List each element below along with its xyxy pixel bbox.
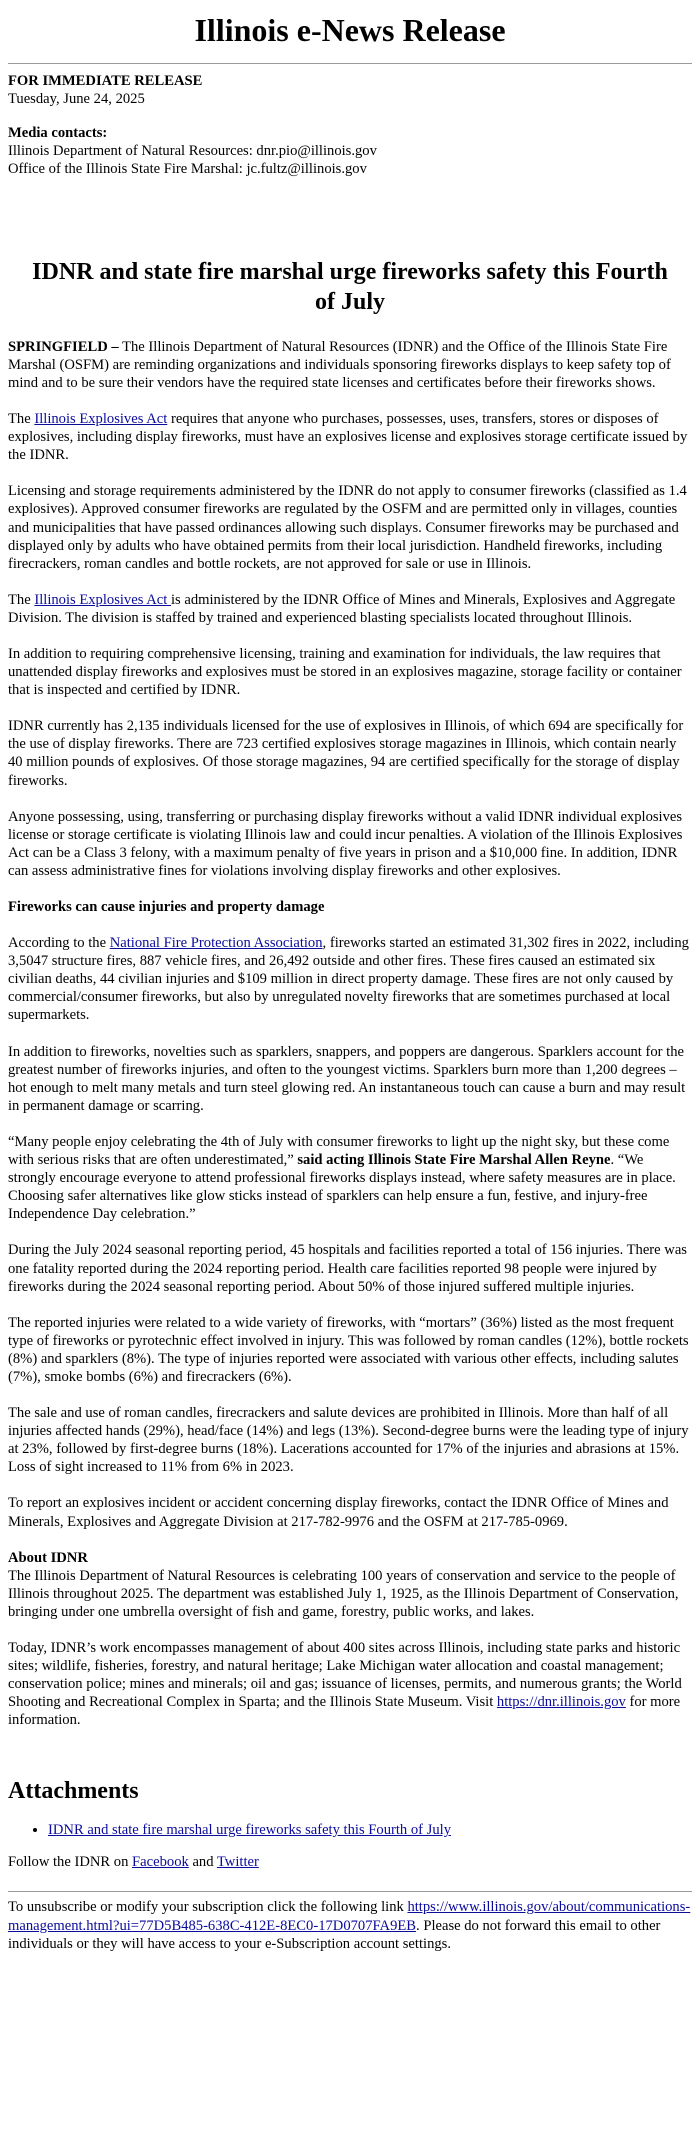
paragraph-quote: “Many people enjoy celebrating the 4th of July with consumer fireworks to light up the night sky, but these come with serious risks that are often underestimated,” said acting Illinois State Fire Marshal Allen Reyne. “We strongly encourage everyone to attend professional fireworks displays instead, where safety measures are in place. Choosing safer alternatives like glow sticks instead of sparklers can help ensure a fun, festive, and injury-free Independence Day celebration.”: [8, 1133, 676, 1223]
media-contact-osfm: Office of the Illinois State Fire Marshal: jc.fultz@illinois.gov: [8, 161, 367, 178]
paragraph-7: Anyone possessing, using, transferring or purchasing display fireworks without a valid IDNR individual explosives license or storage certificate is violating Illinois law and could incur penalties. A violation of the Illinois Explosives Act can be a Class 3 felony, with a maximum penalty of five years in prison and a $10,000 fine. In addition, IDNR can assess administrative fines for violations involving display fireworks and other explosives.: [8, 808, 683, 879]
dateline: SPRINGFIELD –: [8, 338, 119, 355]
masthead-title: Illinois e-News Release: [194, 12, 506, 48]
media-contact-idnr: Illinois Department of Natural Resources: dnr.pio@illinois.gov: [8, 143, 377, 160]
header-divider: [8, 63, 692, 64]
paragraph-14: To report an explosives incident or accident concerning display fireworks, contact the IDNR Office of Mines and Minerals, Explosives and Aggregate Division at 217-782-9976 and the OSFM at 217-785-0969.: [8, 1495, 669, 1530]
paragraph-6: IDNR currently has 2,135 individuals licensed for the use of explosives in Illinois, of which 694 are specifically for the use of display fireworks. There are 723 certified explosives storage magazines in Illinois, which contain nearly 40 million pounds of explosives. Of those storage magazines, 94 are certified specifically for the storage of display fireworks.: [8, 718, 684, 789]
paragraph-9: In addition to fireworks, novelties such as sparklers, snappers, and poppers are dangerous. Sparklers account for the greatest number of fireworks injuries, and often to the youngest victims. Sparklers burn more than 1,200 degrees – hot enough to melt many metals and turn steel glowing red. An instantaneous touch can cause a burn and may result in permanent damage or scarring.: [8, 1043, 686, 1114]
attachment-item: [48, 1821, 692, 1839]
paragraph-13: The sale and use of roman candles, firecrackers and salute devices are prohibited in Illinois. More than half of all injuries affected hands (29%), head/face (14%) and legs (13%). Second-degree burns were the leading type of injury at 23%, followed by first-degree burns (18%). Lacerations accounted for 17% of the injuries and abrasions at 15%. Loss of sight increased to 11% from 6% in 2023.: [8, 1405, 689, 1476]
idnr-website-link[interactable]: https://dnr.illinois.gov: [496, 1694, 626, 1711]
unsubscribe-notice: To unsubscribe or modify your subscription click the following link https://www.illinois.gov/about/communications-management.html?ui=77D5B485-638C-412E-8EC0-17D0707FA9EB. Please do not forward this email to other individuals or they will have access to your e-Subscription account settings.: [8, 1899, 691, 1952]
facebook-link[interactable]: Facebook: [132, 1854, 189, 1871]
paragraph-12: The reported injuries were related to a wide variety of fireworks, with “mortars” (36%) listed as the most frequent type of fireworks or pyrotechnic effect involved in injury. This was followed by roman candles (12%), bottle rockets (8%) and sparklers (8%). The type of injuries reported were associated with various other effects, including salutes (7%), smoke bombs (6%) and firecrackers (6%).: [8, 1314, 689, 1385]
release-label: FOR IMMEDIATE RELEASE: [8, 72, 203, 89]
paragraph-8: According to the National Fire Protection Association, fireworks started an estimated 31,302 fires in 2022, including 3,5047 structure fires, 887 vehicle fires, and 26,492 outside and other fires. These fires caused an estimated six civilian deaths, 44 civilian injuries and $109 million in direct property damage. These fires are not only caused by commercial/consumer fireworks, but also by unregulated novelty fireworks that are sometimes purchased at local supermarkets.: [8, 935, 689, 1024]
paragraph-4: The Illinois Explosives Act is administered by the IDNR Office of Mines and Minerals, Explosives and Aggregate Division. The division is staffed by trained and experienced blasting specialists located throughout Illinois.: [8, 591, 676, 626]
follow-line: Follow the IDNR on Facebook and Twitter: [8, 1854, 259, 1871]
about-heading: About IDNR: [8, 1549, 88, 1566]
twitter-link[interactable]: Twitter: [216, 1854, 259, 1871]
paragraph-5: In addition to requiring comprehensive licensing, training and examination for individuals, the law requires that unattended display fireworks and explosives must be stored in an explosives magazine, storage facility or container that is inspected and certified by IDNR.: [8, 645, 682, 699]
subscription-management-link[interactable]: https://www.illinois.gov/about/communications-management.html?ui=77D5B485-638C-412E-8EC0-17D0707FA9EB: [8, 1899, 691, 1934]
nfpa-link[interactable]: National Fire Protection Association: [109, 935, 323, 952]
section-subhead: Fireworks can cause injuries and property damage: [8, 899, 325, 916]
article-body: [8, 338, 692, 1730]
explosives-act-link-2[interactable]: Illinois Explosives Act: [34, 591, 171, 608]
attachment-link[interactable]: IDNR and state fire marshal urge fireworks safety this Fourth of July: [48, 1822, 451, 1839]
release-date: Tuesday, June 24, 2025: [8, 90, 145, 107]
attachments-list: [8, 1821, 692, 1839]
paragraph-2: The Illinois Explosives Act requires that anyone who purchases, possesses, uses, transfers, stores or disposes of explosives, including display fireworks, must have an explosives license and explosives storage certificate issued by the IDNR.: [8, 411, 688, 464]
paragraph-11: During the July 2024 seasonal reporting period, 45 hospitals and facilities reported a total of 156 injuries. There was one fatality reported during the 2024 reporting period. Health care facilities reported 98 people were injured by fireworks during the 2024 seasonal reporting period. About 50% of those injured suffered multiple injuries.: [8, 1242, 687, 1295]
press-release-headline: IDNR and state fire marshal urge fireworks safety this Fourth of July: [32, 259, 668, 316]
paragraph-about-2: Today, IDNR’s work encompasses management of about 400 sites across Illinois, including state parks and historic sites; wildlife, fisheries, forestry, and natural heritage; Lake Michigan water allocation and coastal management; conservation police; mines and minerals; oil and gas; issuance of licenses, permits, and numerous grants; the World Shooting and Recreational Complex in Sparta; and the Illinois State Museum. Visit https://dnr.illinois.gov for more information.: [8, 1640, 682, 1729]
paragraph-3: Licensing and storage requirements administered by the IDNR do not apply to consumer fireworks (classified as 1.4 explosives). Approved consumer fireworks are regulated by the OSFM and are permitted only in villages, counties and municipalities that have passed ordinances allowing such displays. Consumer fireworks may be purchased and displayed only by adults who have obtained permits from their local jurisdiction. Handheld fireworks, including firecrackers, roman candles and bottle rockets, are not approved for sale or use in Illinois.: [8, 483, 687, 572]
media-contacts-label: Media contacts:: [8, 124, 108, 141]
about-idnr: About IDNR The Illinois Department of Natural Resources is celebrating 100 years of conservation and service to the people of Illinois throughout 2025. The department was established July 1, 1925, as the Illinois Department of Conservation, bringing under one umbrella oversight of fish and game, forestry, public works, and lakes.: [8, 1549, 692, 1621]
quote-attribution: said acting Illinois State Fire Marshal Allen Reyne: [293, 1152, 611, 1169]
explosives-act-link[interactable]: Illinois Explosives Act: [34, 411, 168, 428]
attachments-heading: Attachments: [8, 1778, 139, 1805]
release-meta: [8, 72, 692, 178]
footer-divider: [8, 1891, 692, 1892]
paragraph-1: SPRINGFIELD – The Illinois Department of Natural Resources (IDNR) and the Office of the Illinois State Fire Marshal (OSFM) are reminding organizations and individuals sponsoring fireworks displays to keep safety top of mind and to be sure their vendors have the required state licenses and certificates before their fireworks shows.: [8, 338, 671, 391]
